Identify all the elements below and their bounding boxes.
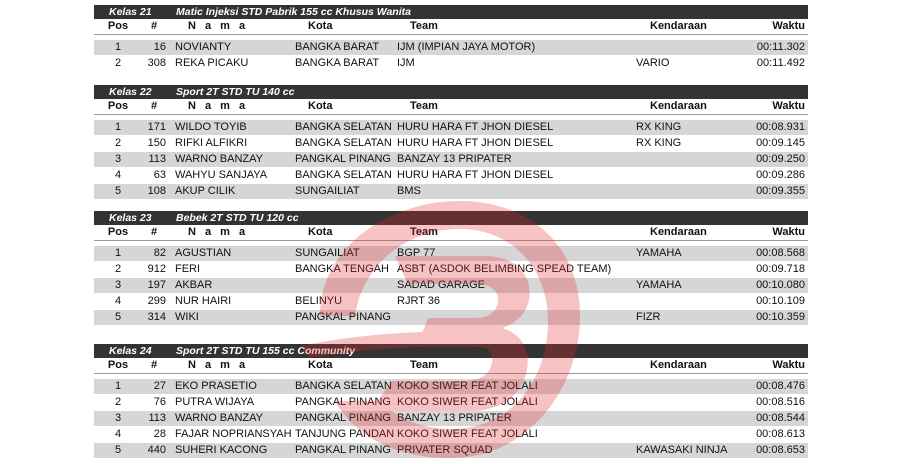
header-city: Kota [308, 359, 333, 371]
class-number: Kelas 21 [109, 6, 152, 18]
header-number: # [150, 226, 158, 238]
cell-time: 00:08.568 [756, 247, 805, 259]
cell-name: WARNO BANZAY [175, 412, 264, 424]
cell-city: BANGKA BARAT [295, 41, 380, 53]
cell-vehicle: KAWASAKI NINJA [636, 444, 728, 456]
cell-time: 00:11.302 [756, 41, 805, 53]
cell-city: BANGKA SELATAN [295, 137, 392, 149]
header-pos: Pos [107, 100, 129, 112]
cell-city: TANJUNG PANDAN [295, 428, 395, 440]
header-number: # [150, 20, 158, 32]
table-row [94, 310, 808, 326]
class-number: Kelas 22 [109, 86, 152, 98]
cell-number: 63 [153, 169, 166, 181]
cell-time: 00:08.476 [756, 380, 805, 392]
cell-number: 76 [153, 396, 166, 408]
cell-number: 171 [147, 121, 166, 133]
cell-city: SUNGAILIAT [295, 185, 360, 197]
cell-number: 113 [148, 412, 166, 424]
header-pos: Pos [107, 226, 129, 238]
cell-name: AGUSTIAN [175, 247, 232, 259]
table-row [94, 184, 808, 200]
cell-name: FERI [175, 263, 201, 275]
cell-name: PUTRA WIJAYA [175, 396, 255, 408]
cell-name: WARNO BANZAY [175, 153, 264, 165]
cell-team: HURU HARA FT JHON DIESEL [397, 121, 554, 133]
class-section [94, 85, 808, 200]
table-row [94, 56, 808, 72]
cell-number: 82 [153, 247, 166, 259]
cell-time: 00:09.718 [756, 263, 805, 275]
table-row [94, 246, 808, 262]
cell-pos: 2 [114, 263, 122, 275]
cell-number: 113 [148, 153, 166, 165]
class-section [94, 344, 808, 459]
cell-city: PANGKAL PINANG [295, 396, 391, 408]
table-row [94, 120, 808, 136]
cell-city: BANGKA SELATAN [295, 169, 392, 181]
header-vehicle: Kendaraan [650, 20, 707, 32]
header-number: # [150, 100, 158, 112]
cell-city: PANGKAL PINANG [295, 153, 391, 165]
table-row [94, 152, 808, 168]
cell-time: 00:10.080 [756, 279, 805, 291]
cell-pos: 3 [114, 153, 122, 165]
cell-name: NUR HAIRI [175, 295, 232, 307]
header-name: N a m a [188, 226, 249, 238]
cell-name: WIKI [175, 311, 199, 323]
cell-number: 150 [147, 137, 166, 149]
cell-team: HURU HARA FT JHON DIESEL [397, 137, 554, 149]
cell-team: HURU HARA FT JHON DIESEL [397, 169, 554, 181]
cell-team: KOKO SIWER FEAT JOLALI [397, 428, 538, 440]
cell-team: BMS [397, 185, 421, 197]
header-name: N a m a [188, 100, 249, 112]
cell-time: 00:09.250 [756, 153, 805, 165]
cell-pos: 2 [114, 57, 122, 69]
result-rows [94, 120, 808, 200]
class-description: Bebek 2T STD TU 120 cc [176, 212, 299, 224]
cell-name: RIFKI ALFIKRI [175, 137, 248, 149]
table-row [94, 136, 808, 152]
column-header-row [94, 225, 808, 241]
header-city: Kota [308, 100, 333, 112]
cell-name: REKA PICAKU [175, 57, 249, 69]
cell-vehicle: RX KING [636, 121, 682, 133]
cell-number: 912 [147, 263, 166, 275]
class-number: Kelas 23 [109, 212, 152, 224]
column-header-row [94, 358, 808, 374]
cell-name: AKBAR [175, 279, 213, 291]
cell-city: BANGKA SELATAN [295, 121, 392, 133]
cell-vehicle: YAMAHA [636, 279, 682, 291]
cell-number: 28 [153, 428, 166, 440]
class-title-bar [94, 5, 808, 19]
class-section [94, 211, 808, 326]
class-number: Kelas 24 [109, 345, 152, 357]
cell-team: RJRT 36 [397, 295, 441, 307]
cell-vehicle: RX KING [636, 137, 682, 149]
cell-name: FAJAR NOPRIANSYAH [175, 428, 292, 440]
cell-time: 00:10.359 [756, 311, 805, 323]
header-time: Waktu [772, 226, 805, 238]
cell-city: BANGKA SELATAN [295, 380, 392, 392]
cell-city: BELINYU [295, 295, 343, 307]
class-section [94, 5, 808, 72]
cell-number: 108 [147, 185, 166, 197]
header-pos: Pos [107, 359, 129, 371]
header-name: N a m a [188, 359, 249, 371]
header-vehicle: Kendaraan [650, 359, 707, 371]
header-city: Kota [308, 226, 333, 238]
cell-time: 00:10.109 [756, 295, 805, 307]
cell-team: IJM (IMPIAN JAYA MOTOR) [397, 41, 536, 53]
cell-pos: 3 [114, 412, 122, 424]
header-pos: Pos [107, 20, 129, 32]
header-team: Team [410, 359, 438, 371]
cell-pos: 1 [114, 41, 122, 53]
cell-city: SUNGAILIAT [295, 247, 360, 259]
header-team: Team [410, 100, 438, 112]
cell-number: 299 [147, 295, 166, 307]
cell-time: 00:09.145 [756, 137, 805, 149]
cell-team: BANZAY 13 PRIPATER [397, 153, 512, 165]
result-rows [94, 246, 808, 326]
cell-number: 314 [147, 311, 166, 323]
cell-time: 00:09.286 [756, 169, 805, 181]
cell-team: ASBT (ASDOK BELIMBING SPEAD TEAM) [397, 263, 612, 275]
cell-city: PANGKAL PINANG [295, 412, 391, 424]
class-description: Sport 2T STD TU 140 cc [176, 86, 295, 98]
cell-name: SUHERI KACONG [175, 444, 268, 456]
table-row [94, 443, 808, 459]
cell-name: NOVIANTY [175, 41, 232, 53]
cell-pos: 5 [114, 311, 122, 323]
cell-pos: 1 [114, 247, 122, 259]
cell-pos: 5 [114, 185, 122, 197]
cell-pos: 4 [114, 428, 122, 440]
header-time: Waktu [772, 359, 805, 371]
cell-team: KOKO SIWER FEAT JOLALI [397, 396, 538, 408]
class-title-bar [94, 344, 808, 358]
cell-name: WAHYU SANJAYA [175, 169, 268, 181]
cell-pos: 3 [114, 279, 122, 291]
cell-number: 440 [147, 444, 166, 456]
cell-city: BANGKA TENGAH [295, 263, 389, 275]
cell-number: 308 [147, 57, 166, 69]
cell-pos: 1 [114, 121, 122, 133]
class-title-bar [94, 211, 808, 225]
cell-city: BANGKA BARAT [295, 57, 380, 69]
cell-time: 00:09.355 [756, 185, 805, 197]
column-header-row [94, 99, 808, 115]
cell-pos: 2 [114, 396, 122, 408]
cell-name: AKUP CILIK [175, 185, 236, 197]
cell-team: BGP 77 [397, 247, 436, 259]
header-team: Team [410, 226, 438, 238]
class-title-bar [94, 85, 808, 99]
header-time: Waktu [772, 100, 805, 112]
cell-pos: 4 [114, 169, 122, 181]
header-time: Waktu [772, 20, 805, 32]
cell-city: PANGKAL PINANG [295, 444, 391, 456]
cell-time: 00:08.613 [756, 428, 805, 440]
table-row [94, 262, 808, 278]
cell-vehicle: FIZR [636, 311, 661, 323]
cell-time: 00:11.492 [756, 57, 805, 69]
cell-number: 197 [147, 279, 166, 291]
cell-pos: 2 [114, 137, 122, 149]
cell-number: 16 [153, 41, 166, 53]
result-rows [94, 379, 808, 459]
cell-time: 00:08.653 [756, 444, 805, 456]
cell-city: PANGKAL PINANG [295, 311, 391, 323]
header-number: # [150, 359, 158, 371]
header-city: Kota [308, 20, 333, 32]
cell-time: 00:08.931 [756, 121, 805, 133]
cell-team: BANZAY 13 PRIPATER [397, 412, 512, 424]
table-row [94, 379, 808, 395]
cell-number: 27 [153, 380, 166, 392]
cell-team: SADAD GARAGE [397, 279, 486, 291]
cell-vehicle: YAMAHA [636, 247, 682, 259]
table-row [94, 411, 808, 427]
cell-team: PRIVATER SQUAD [397, 444, 493, 456]
cell-pos: 1 [114, 380, 122, 392]
cell-pos: 4 [114, 295, 122, 307]
header-vehicle: Kendaraan [650, 100, 707, 112]
column-header-row [94, 19, 808, 35]
cell-vehicle: VARIO [636, 57, 670, 69]
cell-team: IJM [397, 57, 415, 69]
table-row [94, 40, 808, 56]
header-vehicle: Kendaraan [650, 226, 707, 238]
header-name: N a m a [188, 20, 249, 32]
class-description: Sport 2T STD TU 155 cc Community [176, 345, 356, 357]
table-row [94, 294, 808, 310]
table-row [94, 427, 808, 443]
cell-name: WILDO TOYIB [175, 121, 247, 133]
table-row [94, 168, 808, 184]
result-rows [94, 40, 808, 72]
cell-team: KOKO SIWER FEAT JOLALI [397, 380, 538, 392]
cell-pos: 5 [114, 444, 122, 456]
table-row [94, 278, 808, 294]
cell-name: EKO PRASETIO [175, 380, 257, 392]
cell-time: 00:08.516 [756, 396, 805, 408]
class-description: Matic Injeksi STD Pabrik 155 cc Khusus Wanita [176, 6, 411, 18]
header-team: Team [410, 20, 438, 32]
table-row [94, 395, 808, 411]
cell-time: 00:08.544 [756, 412, 805, 424]
